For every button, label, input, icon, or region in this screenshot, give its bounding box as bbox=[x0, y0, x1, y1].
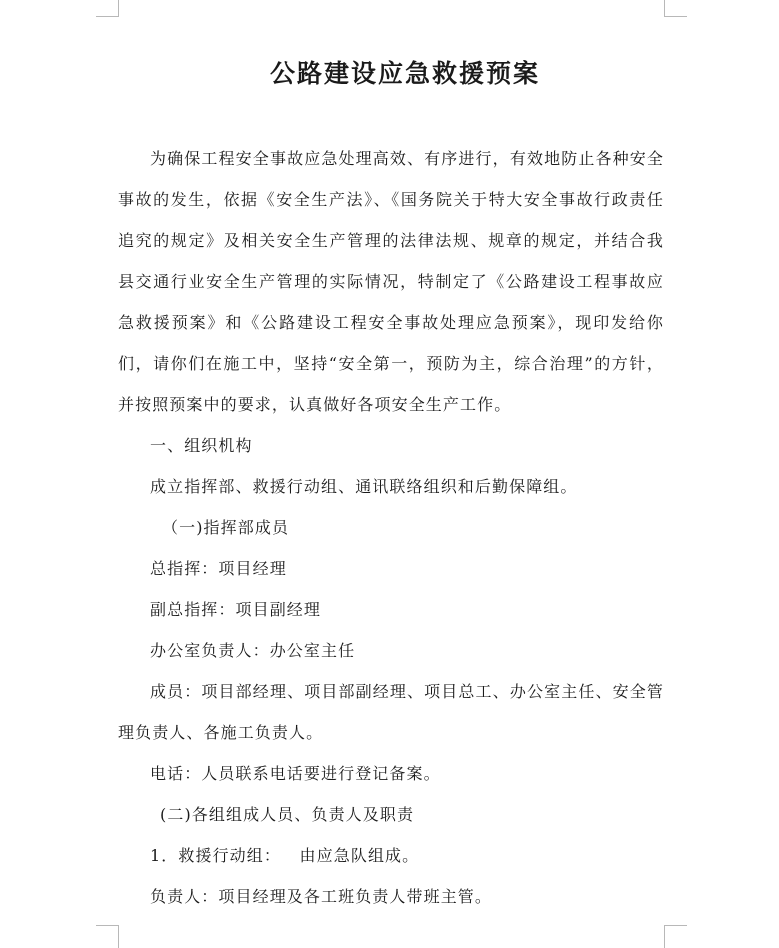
paragraph-phone: 电话：人员联系电话要进行登记备案。 bbox=[150, 764, 441, 783]
paragraph-members: 成员：项目部经理、项目部副经理、项目总工、办公室主任、安全管理负责人、各施工负责人。 bbox=[118, 682, 664, 742]
intro-paragraph: 为确保工程安全事故应急处理高效、有序进行，有效地防止各种安全事故的发生，依据《安全生产法》、《国务院关于特大安全事故行政责任追究的规定》及相关安全生产管理的法律法规、规章的规定，并结合我县交通行业安全生产管理的实际情况，特制定了《公路建设工程事故应急救援预案》和《公路建设工程安全事故处理应急预案》，现印发给你们，请你们在施工中，坚持“安全第一，预防为主，综合治理”的方针，并按照预案中的要求，认真做好各项安全生产工作。 bbox=[118, 149, 664, 414]
page-corner-mark-top-left bbox=[96, 0, 119, 17]
document-page bbox=[118, 52, 664, 917]
document-title: 公路建设应急救援预案 bbox=[269, 59, 540, 88]
paragraph-rescue-leader: 负责人：项目经理及各工班负责人带班主管。 bbox=[150, 887, 493, 906]
paragraph-deputy-commander: 副总指挥：项目副经理 bbox=[150, 600, 322, 619]
document-body bbox=[118, 138, 664, 917]
paragraph-rescue-group: 1．救援行动组： 由应急队组成。 bbox=[150, 846, 420, 865]
subheading-command-members: （一)指挥部成员 bbox=[162, 518, 290, 537]
page-corner-mark-top-right bbox=[664, 0, 687, 17]
paragraph-groups: 成立指挥部、救援行动组、通讯联络组织和后勤保障组。 bbox=[150, 477, 578, 496]
section-heading-organization: 一、组织机构 bbox=[150, 436, 253, 455]
paragraph-commander: 总指挥：项目经理 bbox=[150, 559, 287, 578]
subheading-group-responsibilities: (二)各组组成人员、负责人及职责 bbox=[160, 805, 415, 824]
paragraph-office-head: 办公室负责人：办公室主任 bbox=[150, 641, 356, 660]
